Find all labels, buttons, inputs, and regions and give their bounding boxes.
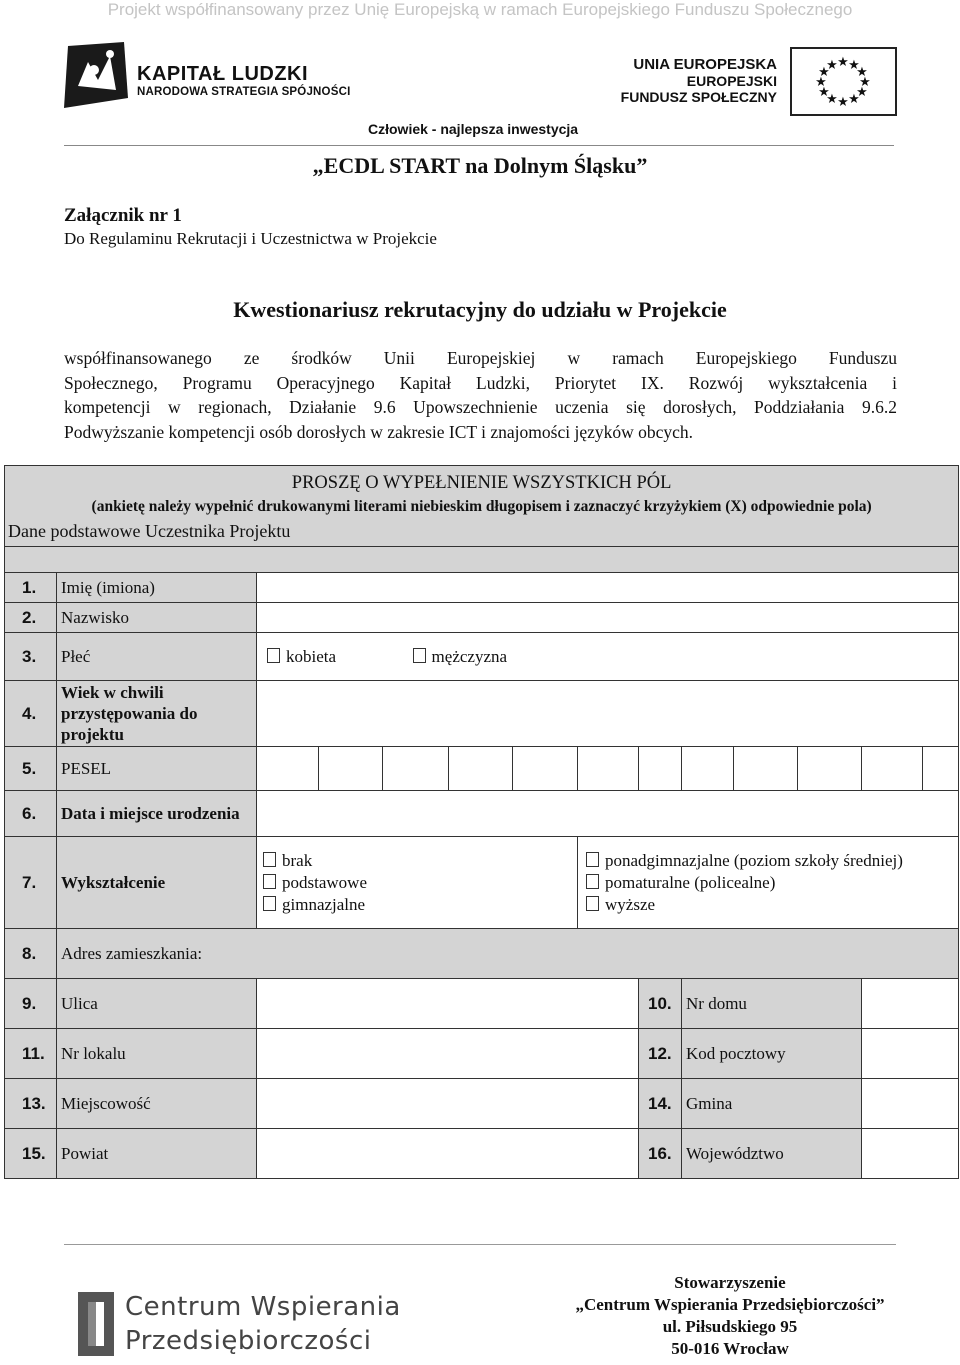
cwp-line2: Przedsiębiorczości [125,1326,372,1356]
field-label-commune: Gmina [682,1079,862,1129]
education-option-lower-secondary[interactable] [263,894,577,916]
checkbox-icon[interactable] [586,852,599,867]
svg-text:★: ★ [856,85,868,100]
gender-female-option[interactable] [267,647,336,666]
pesel-digit-cell[interactable] [578,747,639,791]
street-input[interactable] [257,979,639,1029]
education-option-primary[interactable] [263,872,577,894]
checkbox-icon[interactable] [586,874,599,889]
option-label: pomaturalne (policealne) [605,872,776,892]
svg-text:★: ★ [818,85,830,100]
field-number: 11. [5,1029,57,1079]
address-line: 50-016 Wrocław [671,1339,789,1358]
field-label-house-no: Nr domu [682,979,862,1029]
commune-input[interactable] [862,1079,959,1129]
field-number: 13. [5,1079,57,1129]
pesel-digit-cell[interactable] [449,747,513,791]
svg-text:★: ★ [815,75,827,90]
option-label: ponadgimnazjalne (poziom szkoły średniej) [605,850,903,870]
form-row-4 [5,681,959,747]
education-option-higher[interactable] [586,894,958,916]
education-options-right [578,837,959,929]
county-input[interactable] [257,1129,639,1179]
pesel-digit-cell[interactable] [734,747,798,791]
field-label-pesel: PESEL [57,747,257,791]
field-label-city: Miejscowość [57,1079,257,1129]
cwp-logo-text [125,1290,401,1358]
banner-title: PROSZĘ O WYPEŁNIENIE WSZYSTKICH PÓL [291,472,672,493]
motto: Człowiek - najlepsza inwestycja [368,121,579,137]
form-row-15 [5,1129,959,1179]
checkbox-icon[interactable] [263,874,276,889]
field-number: 2. [5,603,57,633]
postcode-input[interactable] [862,1029,959,1079]
field-number: 10. [639,979,682,1029]
pesel-digit-cell[interactable] [923,747,959,791]
field-number: 6. [5,791,57,837]
surname-input[interactable] [257,603,959,633]
field-label-flat-no: Nr lokalu [57,1029,257,1079]
voivodeship-input[interactable] [862,1129,959,1179]
svg-text:★: ★ [818,65,830,80]
field-number: 14. [639,1079,682,1129]
form-row-3 [5,633,959,681]
kl-subtitle: NARODOWA STRATEGIA SPÓJNOŚCI [137,86,351,98]
age-input[interactable] [257,681,959,747]
intro-line: kompetencji w regionach, Działanie 9.6 Upowszechnienie uczenia się dorosłych, Poddziałania 9.6.2 [64,397,897,417]
intro-line: Społecznego, Programu Operacyjnego Kapitał Ludzki, Priorytet IX. Rozwój wykształcenia i [64,372,897,393]
form-row-8 [5,929,959,979]
flat-no-input[interactable] [257,1029,639,1079]
intro-line: współfinansowanego ze środków Unii Europejskiej w ramach Europejskiego Funduszu [64,348,897,368]
gender-male-option[interactable] [413,647,508,666]
pesel-digit-cell[interactable] [862,747,923,791]
option-label: podstawowe [282,872,367,892]
first-name-input[interactable] [257,573,959,603]
pesel-digit-cell[interactable] [319,747,383,791]
field-label-surname: Nazwisko [57,603,257,633]
field-number: 7. [5,837,57,929]
education-option-post-secondary[interactable] [586,872,958,894]
option-label: gimnazjalne [282,894,366,914]
field-label-first-name: Imię (imiona) [57,573,257,603]
svg-text:★: ★ [837,55,849,70]
eu-line3: FUNDUSZ SPOŁECZNY [620,89,777,105]
form-row-13 [5,1079,959,1129]
project-title: „ECDL START na Dolnym Śląsku” [312,153,648,178]
pesel-digit-cell[interactable] [513,747,578,791]
pesel-digit-cell[interactable] [639,747,682,791]
field-label-voivodeship: Województwo [682,1129,862,1179]
eu-flag-icon [790,47,897,116]
birth-input[interactable] [257,791,959,837]
annex-subtitle: Do Regulaminu Rekrutacji i Uczestnictwa w Projekcie [64,229,437,248]
field-number: 16. [639,1129,682,1179]
form-row-11 [5,1029,959,1079]
cwp-logo-icon [76,1290,118,1360]
field-label-postcode: Kod pocztowy [682,1029,862,1079]
form-row-7 [5,837,959,929]
kapital-ludzki-logo [137,63,350,98]
address-line: Stowarzyszenie [674,1273,786,1292]
field-label-gender: Płeć [57,633,257,681]
organization-address [560,1272,900,1360]
house-no-input[interactable] [862,979,959,1029]
field-number: 12. [639,1029,682,1079]
gender-female-label: kobieta [286,646,337,666]
pesel-digit-cell[interactable] [682,747,734,791]
section-title: Dane podstawowe Uczestnika Projektu [8,521,291,541]
education-option-none[interactable] [263,850,577,872]
checkbox-icon[interactable] [267,648,280,663]
field-number: 8. [5,929,57,979]
cofinancing-header: Projekt współfinansowany przez Unię Europejską w ramach Europejskiego Funduszu Społecznego [107,0,853,19]
svg-text:★: ★ [826,58,838,73]
recruitment-form [4,465,959,1179]
eu-line2: EUROPEJSKI [686,73,777,89]
checkbox-icon[interactable] [413,648,426,663]
banner-note: (ankietę należy wypełnić drukowanymi literami niebieskim długopisem i zaznaczyć krzyżykiem (X) odpowiednie pola) [91,497,872,515]
intro-line: Podwyższanie kompetencji osób dorosłych w zakresie ICT i znajomości języków obcych. [64,421,694,442]
pesel-digit-cell[interactable] [383,747,449,791]
field-number: 3. [5,633,57,681]
footer-divider [64,1244,896,1245]
gender-male-label: mężczyzna [431,646,508,666]
field-number: 5. [5,747,57,791]
address-line: „Centrum Wspierania Przedsiębiorczości” [575,1295,885,1314]
field-label-age: Wiek w chwili przystępowania do projektu [57,681,257,747]
kapital-ludzki-logo-icon [56,40,136,112]
city-input[interactable] [257,1079,639,1129]
field-number: 9. [5,979,57,1029]
form-row-5 [5,747,959,791]
svg-text:★: ★ [848,58,860,73]
form-row-1 [5,573,959,603]
pesel-digit-cell[interactable] [798,747,862,791]
eu-logo-text [600,57,777,105]
cwp-line1: Centrum Wspierania [125,1292,401,1322]
field-label-birth: Data i miejsce urodzenia [57,791,257,837]
form-row-2 [5,603,959,633]
field-label-street: Ulica [57,979,257,1029]
svg-text:★: ★ [856,65,868,80]
kl-title: KAPITAŁ LUDZKI [137,63,309,85]
field-label-county: Powiat [57,1129,257,1179]
eu-line1: UNIA EUROPEJSKA [633,56,777,73]
questionnaire-title: Kwestionariusz rekrutacyjny do udziału w Projekcie [233,297,727,322]
checkbox-icon[interactable] [263,896,276,911]
intro-paragraph [64,346,897,444]
form-row-9 [5,979,959,1029]
svg-text:★: ★ [848,92,860,107]
field-label-education: Wykształcenie [57,837,257,929]
svg-text:★: ★ [859,75,871,90]
option-label: brak [282,850,313,870]
checkbox-icon[interactable] [586,896,599,911]
pesel-digit-cell[interactable] [257,747,319,791]
svg-text:★: ★ [837,95,849,110]
checkbox-icon[interactable] [263,852,276,867]
form-row-6 [5,791,959,837]
header-divider [64,145,894,146]
option-label: wyższe [605,894,656,914]
education-option-upper-secondary[interactable] [586,850,958,872]
education-options-left [257,837,578,929]
field-number: 15. [5,1129,57,1179]
section-row [5,547,959,573]
field-number: 4. [5,681,57,747]
field-number: 1. [5,573,57,603]
field-label-address: Adres zamieszkania: [57,929,959,979]
annex-title: Załącznik nr 1 [64,205,182,226]
address-line: ul. Piłsudskiego 95 [662,1317,798,1336]
svg-text:★: ★ [826,92,838,107]
